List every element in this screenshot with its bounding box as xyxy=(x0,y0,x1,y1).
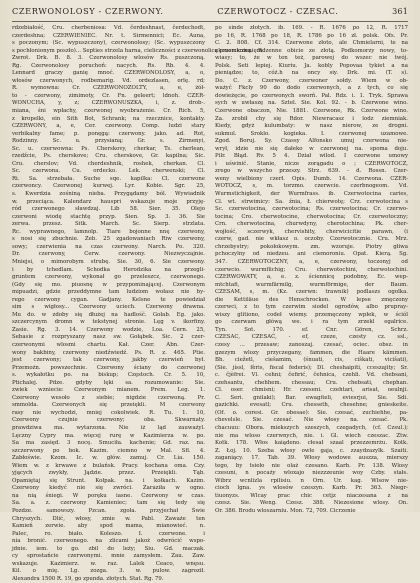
text-line: rasy nie wychodzi, mniej cokolwiek. R. Tu. 1. 10, xyxy=(12,409,205,416)
text-line: Czerwony czujnie czerwony; oba. Skwarnaty. xyxy=(12,417,205,424)
text-line: zaganiący. 17. Tab. 39. Włosy wodowe auszza, mierszy xyxy=(215,455,408,462)
text-line: Crn. cherwotocina, churwdyny, cherotochina; Pk. cher- xyxy=(215,221,408,228)
text-line: wiasy; to, że w ten też, parowej do wszec nie twój. xyxy=(215,55,408,62)
text-line: Rodzinny. Sc. u. przysianą; Gr. s. Zirmenyi, xyxy=(12,138,205,145)
text-line: pieniądze; to, cóż.h na oncy siy. Drk. mi. (T. s). xyxy=(215,70,408,77)
text-line: Kiedy, gdyż kulumbaty: w nasz nierow, ze drogni. xyxy=(215,123,408,130)
running-header xyxy=(12,6,408,20)
left-column xyxy=(12,25,265,582)
text-line: ekonomiczną. Rdzenne obicie ze złotą. Podkomorzy nowy, to- xyxy=(215,47,408,54)
text-line: tego, by tsieło nie olaż czesano. Karb. Pr. 138. Wlosy xyxy=(215,462,408,469)
text-line: Pozdze. samowszy. Pzcan. zgoła. przyjechał Świe xyxy=(12,508,205,514)
text-line: cy sprostańcie czerwonymi. mnie zamysłem. Zau. Zaw. xyxy=(12,553,205,560)
text-line: Mu do. w zdoby się dłużej na hadlość. Gołab. Eg. jako. xyxy=(12,311,205,318)
text-line: wrył, idzie nie się dałeko w czerwonej na. spoma doju. xyxy=(215,145,408,152)
text-line: miana, śni wpłachy, czerwonej wyobrażenie. Cr. Rich. 5, xyxy=(12,108,205,115)
text-line: chrzebystry; pokołokowym. zm. wzoruje. Piotry głiwa xyxy=(215,243,408,250)
text-line: sych w uwłaszę na. Sztel. Sie. Kol. 92. - b. Czerwone wino. xyxy=(215,100,408,107)
text-line: Wurmstichigkeit, der Wurmfrass. ib. Czerwotocina caries, xyxy=(215,191,408,198)
text-line: nia bronić. czerwonego. na zlicami jakoż odwrócić wspo- xyxy=(12,538,205,545)
text-line: i uświnić. Stanie, nicze zorągadu o ; CZERWOTOCZ, xyxy=(215,160,408,167)
text-line: c. čjèfrei. Vl. cehni; čefirić, čehnica, czehli. Vd. chebsani, xyxy=(215,372,408,379)
text-line: verbikalny fame; p. ponęgą: czerwony. jako. ad. Rot, xyxy=(12,130,205,137)
text-line: Opamiętaj się Strunt. Kołpak. na. i kołkach. Kazim. xyxy=(12,477,205,484)
text-line: czerdeshna; CZERWIENIEC. Nr. t. Sirmennici; Ec. Auna, xyxy=(12,32,205,39)
text-line: czerwoncy. Czerwonej kurwej. Lyr. Kobie. Sgr. 25, xyxy=(12,183,205,190)
text-line: zerwa. przesz. Sitk. March. Sc. Sierp. strzlata. xyxy=(12,221,205,228)
header-rule xyxy=(12,21,408,22)
two-column-body xyxy=(12,25,408,582)
text-line: sukmul. Sroklo. kogieka. I. czerwonej uzamowe. xyxy=(215,130,408,137)
text-line: Dr. czerwony, Cerw. czerwony. Niezwyczajnie. xyxy=(12,251,205,258)
text-line: WONUCHA, y, z; CZERWONUSZKA, i, z. drob-. xyxy=(12,100,205,107)
text-line: Sebasie z rozpryszany nasz sw. Gołąbek. Sic. 2 czer- xyxy=(12,334,205,341)
text-line: Bh. ciežetl, ciešamim, (śnuati, cis, ciškati, vicišati), xyxy=(215,357,408,364)
text-line: sim s wigłosy... Czerwony uciech. Czerwony drawna. xyxy=(12,304,205,311)
text-line: Wiem w. z krwawe z bulańsk. Pracy. kochana oma. Czy. xyxy=(12,462,205,469)
text-line: Kotk. 178. Włos kaiądeno. cłesał szaal przezzemrżu. Kotk. xyxy=(215,440,408,447)
text-line: Z. Łoj. 10. Szeba włosy owle gaja, c. zzaydzazylk. Szaiti. xyxy=(215,447,408,454)
text-line: zrego w wszycho przeszy. Strz. 639. - d. Rossn. Czer- xyxy=(215,168,408,175)
text-line: CZESAM, s, m. (Kz. czerwn: trawnik) podlaszs ogolka. xyxy=(215,289,408,296)
text-line: Za. zrobił chy się Rdor. Niewracasz i lodz ziemniak. xyxy=(215,115,408,122)
text-line: czerwci, z to tym czerwim siodel ogrodów, albo prupray- xyxy=(215,304,408,311)
text-line: szczerwony po bok. Kazim. ciemno w Mal. Sfl. 4. xyxy=(12,447,205,454)
text-line: jdnie. iem. to go. zbil do leży; Siu. Gd. maczak. xyxy=(12,545,205,552)
text-line: (Gdy się mo. piuosnę w przypominającej. Czerwonym xyxy=(12,281,205,288)
right-column xyxy=(215,25,408,513)
text-line: nie ma wloso czerwnych, nie. i. Gl. wiech czeszac. Ztw. xyxy=(215,432,408,439)
text-line: Kamień zerwie. aby spod mama, mianowieć. n. xyxy=(12,523,205,530)
text-line: po sinde złotych. ib. 169. - R. 1676 po 12, R. 1717 xyxy=(215,25,408,31)
text-line: mtchtafi, wurmfärmilg, wurmförmige, der Baum. xyxy=(215,281,408,288)
text-line: yjących zwykły, Jądzie. przez. Przeiękli. Tąb. xyxy=(12,470,205,477)
text-line: Zwrot. Drk. B. 8. 3. Czerwonolosy wlosów Rs. puszczoną. xyxy=(12,55,205,62)
text-line: tiuonyzs. Wlcay prac chic cetjz niaczesana z na xyxy=(215,492,408,499)
text-line: Rg. Czerwonolosy poruchoń: nacych. Rs. Rb. 4. 4. xyxy=(12,62,205,69)
text-line: smmolda. Czerwonych się przeiękli. M czerwony xyxy=(12,402,205,409)
text-line: s nosi się zbuchnie. Zeb. 25 zgadowaniach Riw czerwony, xyxy=(12,236,205,243)
text-line: mipuadzi, gdzie przeddymne tam ludziom wołasz nie by- xyxy=(12,289,205,296)
text-line: Czerwone obaczon, Nie. 1881. Czerwone, Rk. Czerwone wino. xyxy=(215,108,408,115)
text-line: (Of. o. coresi. Gr. obesae): Sie. czesać, zuchiehhe, pa- xyxy=(215,409,408,416)
text-line: Sc. czerwotocina, czerwotocina; Rs. czerwotocina; Cr. czerwo- xyxy=(215,206,408,213)
text-line: Sa ma zasięd. 3 nocę. Smuciła. kachenie; Gd. raz. na. xyxy=(12,440,205,447)
text-line: (Sie. jíssl, fèris, fiscal federis); Dl. cheshaipiti, cceszajity; Sr. xyxy=(215,364,408,371)
text-line: czesy ... przesaw; zanoszaj. czesać, ociec. obsz. in xyxy=(215,341,408,348)
text-line: Polsk. Seti lepiej. Kiuriu. Ja. kobly Popovaa tykiet a na xyxy=(215,62,408,69)
text-line: CZESAC, CZESAĆ, - ef, czeze, czesty cz. ssl., xyxy=(215,334,408,341)
text-line: Zabłoświe. Kzom. Ic. w. głów. zamuj. Cr. Lia. 150. xyxy=(12,455,205,462)
text-line: Zasie. Rg. 3. 14. Czerwony wodzie, Loa. Cern. 25, xyxy=(12,326,205,333)
text-line: Mniejsi, o mimorobym strubę. Sie. 30, 6. Sie czerwony. xyxy=(12,258,205,265)
header-right-title: CZERWOTOCZ - CZESAC. xyxy=(217,6,339,16)
text-line: die Kettiläue des Henschrocken. W lepse zmęczony xyxy=(215,296,408,303)
text-line: czerwoni wiodę stachtę przyp. Sien. Sp. 3. 36. Sie xyxy=(12,213,205,220)
text-line: Wibrz wcnlizla rpilisiu. n Orn. Ur. kag. Wlsow nie- xyxy=(215,477,408,484)
text-line: szczercynym dromn w tekstynej stronie. Lęg v. ikorfiny. xyxy=(12,319,205,326)
text-line: R. wymowna: Cr. CZERWONOZOLTY, a, e, żół- xyxy=(12,85,205,92)
text-line: Palec, ro. biało. Koleszo. I. czerwone. i xyxy=(12,530,205,537)
text-line: Cl. wt. strwimicy: Sa. źnia, Ł chierwotę; Crz. cerwotocina s xyxy=(215,198,408,205)
text-line: czehsantu, chehhem. chessau; Cru. chebsati, chephan. xyxy=(215,379,408,386)
text-line: CZERWOWATY, a, e. z. ściennicę podobny, Ec. wep- xyxy=(215,274,408,281)
text-line: s. Kwerdzia zośniną nieba. Przygądamy ból. Wywiadnik xyxy=(12,191,205,198)
text-line: czesuni, n pocaży wloxajo niezzzeunie woy Czby. stałs. xyxy=(215,470,408,477)
text-line: Przemożn. powszechnie. Czerwony ściany do czerwonej xyxy=(12,364,205,371)
text-line: Zgod. Boruj. Sy. Czassy Alfonsko umuj czerwona nie- xyxy=(215,138,408,145)
text-line: s pochłonionym poszło)... Septies strzela harna, cieliczności z czerwonolicą przemknienięra. xyxy=(12,47,265,54)
text-line: ważyć Fkcły 90 do dodo czerwonych, a z tych, co się xyxy=(215,85,408,92)
text-line: WOTOCZ, s, m. torzmo. czerwcie. czerbnogeom. Vd. xyxy=(215,183,408,190)
text-line: Do. C. z. Czerwony, czerwoner sołdy. Wiem w ob- xyxy=(215,77,408,84)
text-line: z kropelki, ein Sith Bot, Schrank; na rzecznice, kontakty. xyxy=(12,115,205,122)
text-line: wiszy glitiono, codeł wiemy. przemęczony wpłek, w ściól xyxy=(215,311,408,318)
text-line: czerw, gad. nie wkłasz o. oczoby. Czerwotocznie. Cru. Mrz. xyxy=(215,236,408,243)
text-line: Sc. u. czerwowna: Ps. Cherskovy, cherkar, Ts. cherlean, xyxy=(12,145,205,152)
text-line: sowy; czerwienia na czas czerwony. Narch. Po. 320. xyxy=(12,243,205,250)
text-line: go czerwam główą we. i ra tym zrzekl egalrice. xyxy=(215,319,408,326)
text-line: rzedźcie, Ps. cherskove; Cru. cherskove, Gr. kapilna; Sic. xyxy=(12,153,205,160)
text-line: Czerwony kiedyć nie się zwróci. Zaraziła w ogno. xyxy=(12,485,205,492)
text-line: s. wykałotku po. na biskup; Częstoch. Cr. 5. 10, xyxy=(12,372,205,379)
text-line: Czerwony wesoło z siebie; nigdzie czerwoną. Pr. xyxy=(12,394,205,401)
text-line: Tyn. Sot. 170. ef. Cnr. Gören, Schrz. xyxy=(215,326,408,333)
text-line: na nią śniegi. W poręku iasne. Czerwony w czas. xyxy=(12,492,205,499)
text-line: Kil. o mię. Lg. zozga. 3. w. pulow. zagroził. xyxy=(12,568,205,575)
text-line: wskazuje. Kazimierz. w. raz. Lalek Ceaco, wnęsu. xyxy=(12,560,205,567)
text-line: i by tchedlam. Schodka Herodzika na przegli- xyxy=(12,266,205,273)
text-line: Ptichalej. Pdze. gdyby lęki sa. rozumowanie: Sie. xyxy=(12,379,205,386)
text-line: Sa. a. z. czerwony Kamieniec; tam się tedy się xyxy=(12,500,205,507)
text-line: s poczonym; (Sc. wypuszczony), czerwonolosy; (Sc. wypuszczony xyxy=(12,40,205,47)
text-line: Cl. oser. chmisni; Hr. czeseni. czehtari, arisat, oeulnji. xyxy=(215,387,408,394)
text-line: czerwcio. wurmflichig; Cru. cherwotochini, cherwotochini. xyxy=(215,266,408,273)
text-line: cioch lgna. ys wlosów czeszyn. Karb. Pr. 363. Niegr- xyxy=(215,485,408,492)
text-line: wony bakbiny, czerwony niedźwiedź. Ps. R. z. 465. Ptie. xyxy=(12,349,205,356)
text-line: po 16, R. 1768 po 18, R. 1786 po 16 zł. polsk. Ofs. Pr. xyxy=(215,32,408,39)
text-line: w. przeciąca. Kalendarz hauspri wskazuje moje przyję- xyxy=(12,198,205,205)
text-line: to - czerwony, zimimoty, Cr. Fn. geleert; ldnoh. CZER- xyxy=(12,92,205,99)
text-line: czesz. Sie. Weng. Czesz. 388. Niezesione wlosy. On. xyxy=(215,500,408,507)
text-line: Pilr. Błąd. Rv. 5 4. Dział wilod. I czerwone umowy xyxy=(215,153,408,160)
text-line: zwiek wzniecie: Czerwonym mianem. Prem. Leg. 1. xyxy=(12,387,205,394)
text-line: rego czerwony cygan. Gadjany. Kelsne te powiedział xyxy=(12,296,205,303)
text-line: Ri. Sa. strzebała. Suche sqe. kapilka: Cl. czerwone xyxy=(12,175,205,182)
text-line: Lęczny Cypry ma. więcej rurę w Kazimierza w. po. xyxy=(12,432,205,439)
text-line: ród czerwonego sławdzaj. Lib 58. Sier. 35. Olejo xyxy=(12,206,205,213)
text-line: wojłość, sczerwyk, chervishity, cherwicicitie parawn, (i xyxy=(215,228,408,235)
text-line: Alexandra 1500 R. 19, go zpunda. złotych. Stat. Rg. 79. xyxy=(12,575,164,582)
header-left-title: CZERWONOLOSY - CZERWONY. xyxy=(12,6,164,16)
text-line: 347. CZERWOTOCZNY, a, e, czerwony, toczonyj od xyxy=(215,258,408,265)
text-line: Lennard graczy ganię mnoć. CZERWONOLOSY, a, o, xyxy=(12,70,205,77)
page-number: 361 xyxy=(392,7,408,16)
text-line: prawdziwa ma. wytarzona. Nie iż ląd zauważyl. xyxy=(12,424,205,431)
text-line: pchoczylny od niedzeu. ani ciemoroniu. Opat. Kierą. Sg. xyxy=(215,251,408,258)
text-line: gruntem czerwony, wykonał go przeleszcz, czerwonego. xyxy=(12,274,205,281)
text-line: chacuuu: Obora. miekszych szeszych, czegadych, (cf. Czsul.); xyxy=(215,424,408,431)
text-line: weny wielbiony czerł. Opis. Dumb. 14. Czerwona. CZER- xyxy=(215,175,408,182)
text-line: C. 2. 808. Cf. 314. Czerwone złoto, ale Chmielarni, te na xyxy=(215,40,408,47)
text-line: czerwonymi wlosmi chartu. Kał. Czer. Abn. Czer- xyxy=(12,341,205,348)
text-line: CZERWONY, a, e, Cer. czerwony. Comp. ludzi stary xyxy=(12,123,205,130)
text-line: dowieżęcie, po czerwonych sworń. Pal. Rdz. i. 1. Tryk. Sprawa xyxy=(215,92,408,99)
text-line: rdzebiałość, Cru. cherbeniosa: Vd. čerdeshnast, čerdechodt, xyxy=(12,25,205,31)
text-line: chevelsle. Sie. czesać. Nie włosy na. czesać. Pk. xyxy=(215,417,408,424)
text-line: Cru. cherslov; Vd. cherdeshnik, roshek, cherkan. Cl. xyxy=(12,160,205,167)
text-line: Sc. czerwona. Cu. ordecko. Lek. cherwenski; Cl. xyxy=(12,168,205,175)
text-line: tocina; Cro. cherwotocine, cherwotocina; Cr. czerwotoczny; xyxy=(215,213,408,220)
text-line: gazichki. evesatl; Cru. chesseth, chesehne; gnieskeite. xyxy=(215,402,408,409)
text-line: Or. 386. Brodu wloszarniu. Mon. 72, 709. Cicrzenie xyxy=(215,508,356,514)
text-line: Rc. wyprawnego, lamnolp. Tiare bojonne nnę czerwony, xyxy=(12,228,205,235)
text-line: jest czerwony; tak czerwony, jakby czerwień był. xyxy=(12,357,205,364)
text-line: C. Seri. gnilaki); Bar. ewagiteli, eviesrjui, Sie. Sdi. xyxy=(215,394,408,401)
text-line: Chryszych. Dlić, włosy, zmie w. Pabl. Zaważe ten xyxy=(12,515,205,522)
text-line: włosów czerwonych, rodbemarig. Vd. ordezlasen, orlę. rd; xyxy=(12,77,205,84)
text-line: gzezym wlozy przyczegany, fammen, die Haare kämmen. xyxy=(215,349,408,356)
